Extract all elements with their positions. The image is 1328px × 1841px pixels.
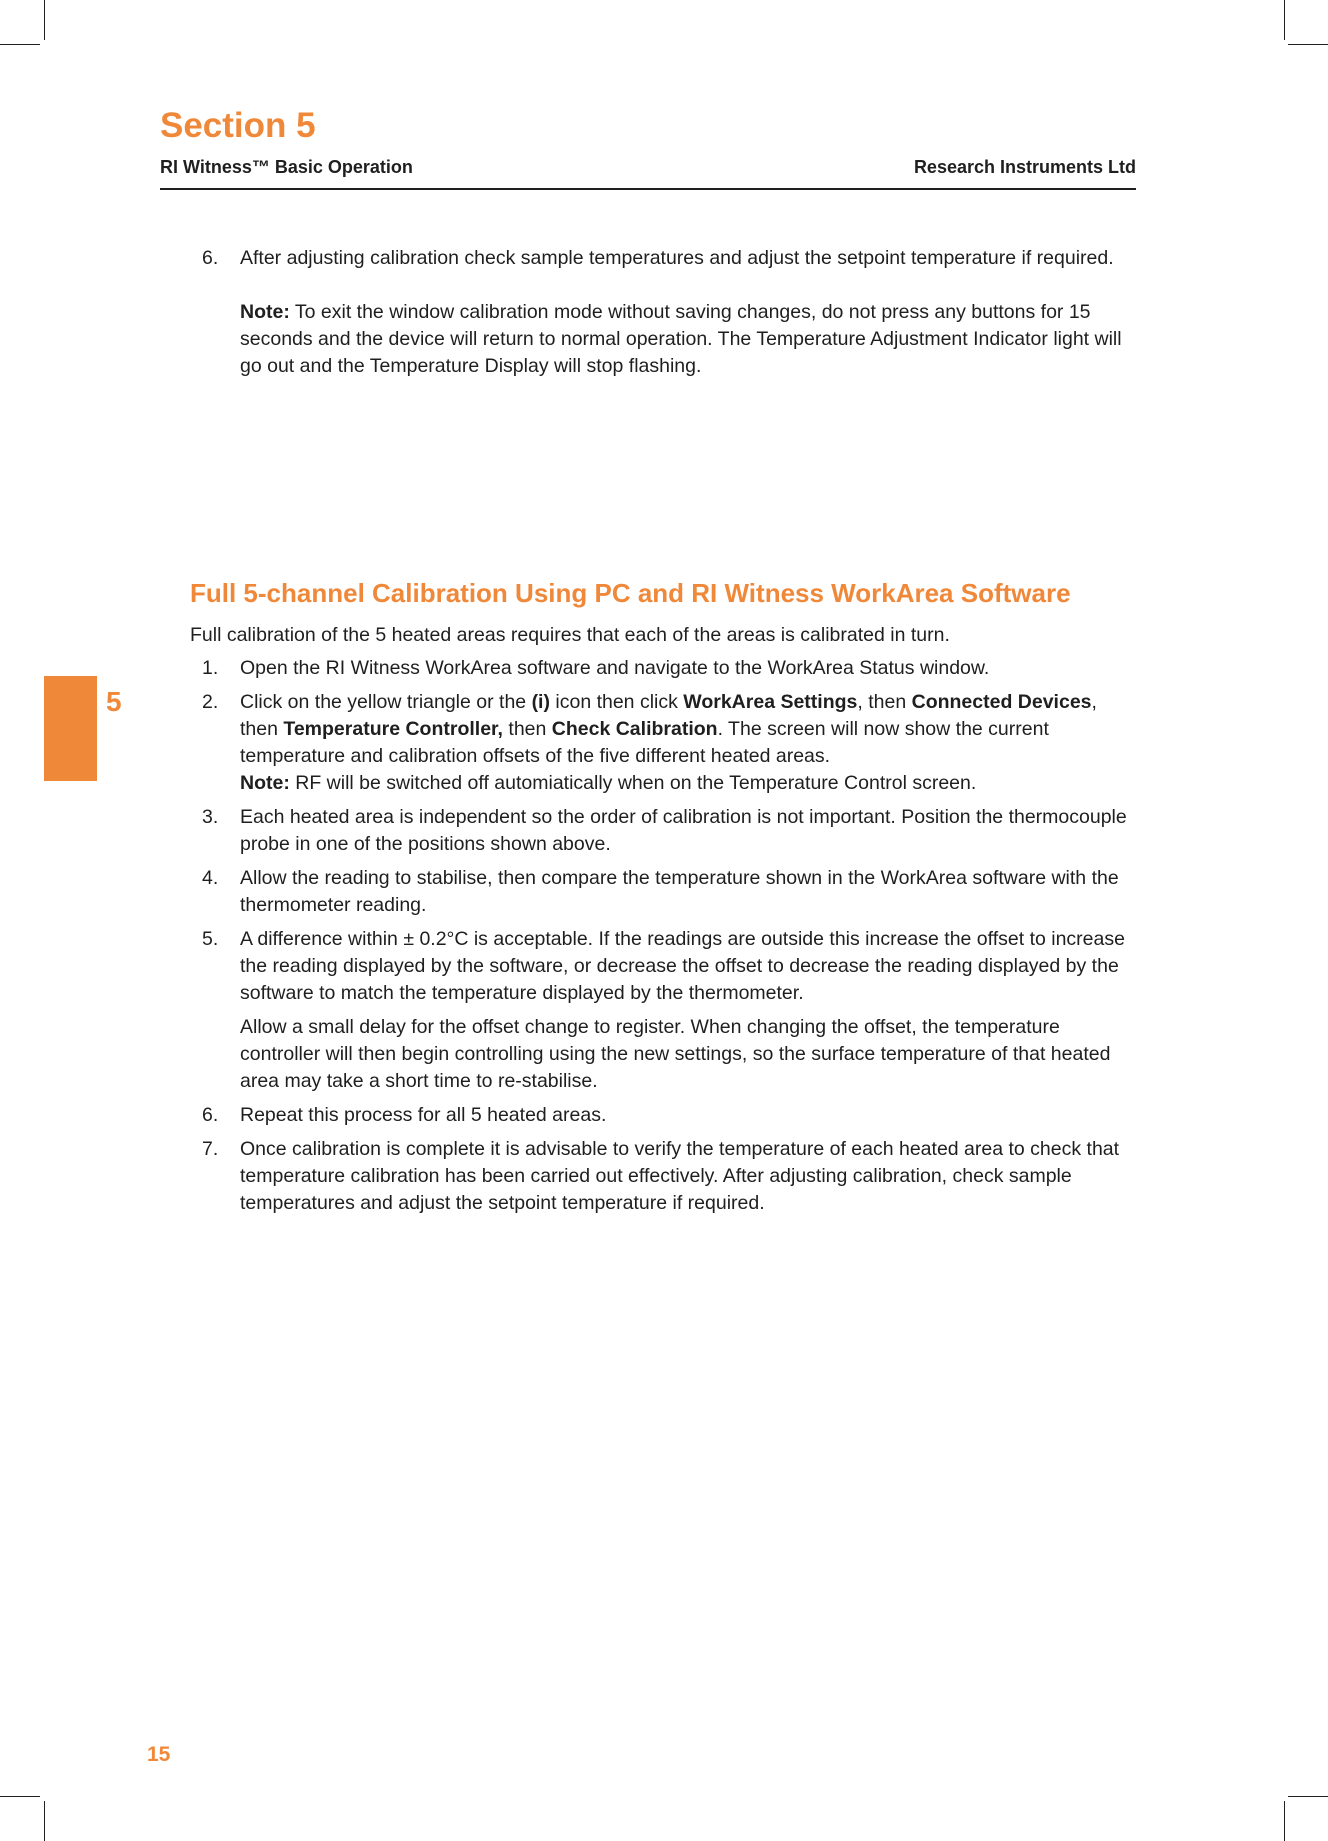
list-item (190, 865, 1130, 919)
crop-mark (1288, 44, 1328, 45)
section-tab-number: 5 (106, 686, 122, 717)
crop-mark (0, 44, 40, 45)
list-item (190, 689, 1130, 797)
list-item-text: Allow the reading to stabilise, then compare the temperature shown in the WorkArea software with the thermometer reading. (240, 867, 1119, 916)
list-item (190, 655, 1130, 682)
text-run: icon then click (549, 691, 684, 713)
list-item-number: 6. (202, 1104, 219, 1126)
menu-path-workarea-settings: WorkArea Settings (683, 691, 858, 713)
text-run: Click on the yellow triangle or the (240, 691, 532, 713)
text-run: , then (857, 691, 912, 713)
list-item-text: A difference within ± 0.2°C is acceptable. If the readings are outside this increase the offset to increase the reading displayed by the software, or decrease the offset to decrease the reading displayed by the software to match the temperature displayed by the thermometer. (240, 928, 1125, 1004)
crop-mark (0, 1796, 40, 1797)
header-right-label: Research Instruments Ltd (913, 157, 1136, 177)
note-paragraph (240, 299, 1130, 380)
section-title: Section 5 (160, 106, 316, 145)
note-text: To exit the window calibration mode without saving changes, do not press any buttons for 15 seconds and the device will return to normal operation. The Temperature Adjustment Indicator light will go out and the Temperature Display will stop flashing. (240, 301, 1122, 377)
list-item-number: 4. (202, 867, 219, 889)
list-item-text: After adjusting calibration check sample temperatures and adjust the setpoint temperature if required. (240, 247, 1114, 269)
note-label: Note: (240, 301, 290, 323)
info-icon-reference: (i) (531, 691, 550, 713)
list-item (190, 1102, 1130, 1129)
crop-mark (1288, 1796, 1328, 1797)
list-item-text: Open the RI Witness WorkArea software and navigate to the WorkArea Status window. (240, 657, 990, 679)
header-left-label: RI Witness™ Basic Operation (160, 157, 413, 177)
menu-path-check-calibration: Check Calibration (551, 718, 718, 740)
text-run: . The screen will now show the current temperature and calibration offsets of the five different heated areas. (240, 718, 1049, 767)
note-paragraph (240, 770, 1130, 797)
note-text: RF will be switched off automiatically when on the Temperature Control screen. (289, 772, 977, 794)
list-item (190, 804, 1130, 858)
menu-path-connected-devices: Connected Devices (911, 691, 1092, 713)
list-item (190, 245, 1130, 380)
header-divider (160, 188, 1136, 190)
list-item-number: 2. (202, 691, 219, 713)
list-item (190, 926, 1130, 1095)
list-item-text: Each heated area is independent so the order of calibration is not important. Position the thermocouple probe in one of the positions shown above. (240, 806, 1127, 855)
list-item-number: 7. (202, 1138, 219, 1160)
list-item-text: Allow a small delay for the offset change to register. When changing the offset, the temperature controller will then begin controlling using the new settings, so the surface temperature of that heated area may take a short time to re-stabilise. (240, 1016, 1111, 1092)
list-item-number: 3. (202, 806, 219, 828)
list-item-number: 1. (202, 657, 219, 679)
page-number: 15 (147, 1743, 171, 1766)
intro-paragraph: Full calibration of the 5 heated areas requires that each of the areas is calibrated in turn. (190, 624, 950, 646)
calibration-step-list (190, 655, 1130, 1224)
menu-path-temperature-controller: Temperature Controller, (283, 718, 503, 740)
text-run: , then (240, 691, 1097, 740)
note-label: Note: (240, 772, 290, 794)
crop-mark (44, 0, 45, 40)
crop-mark (1284, 0, 1285, 40)
text-run: then (502, 718, 552, 740)
list-item-text (240, 689, 1130, 770)
list-item-text: Once calibration is complete it is advisable to verify the temperature of each heated area to check that temperature calibration has been carried out effectively. After adjusting calibration, check sample temperatures and adjust the setpoint temperature if required. (240, 1138, 1120, 1214)
list-item-number: 5. (202, 928, 219, 950)
list-item-number: 6. (202, 247, 219, 269)
list-item-text: Repeat this process for all 5 heated areas. (240, 1104, 607, 1126)
crop-mark (1284, 1801, 1285, 1841)
list-item (190, 1136, 1130, 1217)
crop-mark (44, 1801, 45, 1841)
continued-step-list (190, 245, 1130, 380)
subsection-heading: Full 5-channel Calibration Using PC and RI Witness WorkArea Software (190, 578, 1071, 608)
section-tab-marker (44, 676, 97, 781)
